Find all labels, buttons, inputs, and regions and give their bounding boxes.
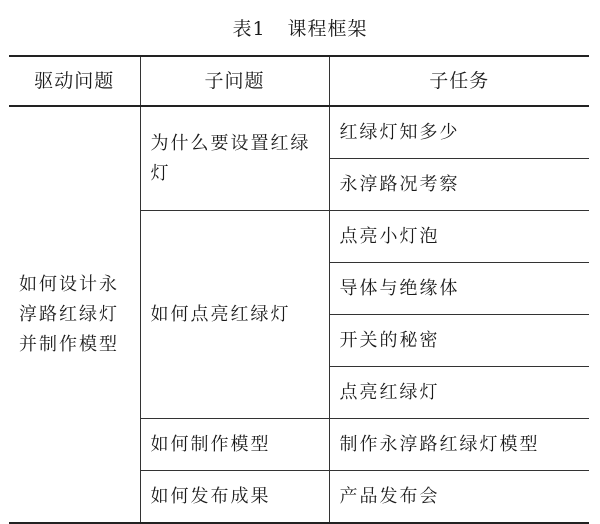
course-framework-table [9,55,589,524]
table-number: 表1 [232,18,266,40]
sub-question-cell: 如何发布成果 [140,471,329,524]
sub-task-cell: 红绿灯知多少 [329,106,589,159]
header-row [9,56,589,106]
sub-question-cell: 为什么要设置红绿灯 [140,106,329,211]
sub-task-cell: 产品发布会 [329,471,589,524]
sub-task-cell: 导体与绝缘体 [329,263,589,315]
sub-task-cell: 永淳路况考察 [329,159,589,211]
table-title: 课程框架 [287,18,368,40]
sub-question-cell: 如何点亮红绿灯 [140,211,329,419]
driving-question-cell: 如何设计永淳路红绿灯并制作模型 [9,106,140,523]
sub-task-cell: 点亮红绿灯 [329,367,589,419]
sub-task-cell: 点亮小灯泡 [329,211,589,263]
header-sub-task: 子任务 [329,56,589,106]
table-row [9,106,589,159]
sub-task-cell: 制作永淳路红绿灯模型 [329,419,589,471]
table-caption [0,14,600,41]
sub-task-cell: 开关的秘密 [329,315,589,367]
header-driving-question: 驱动问题 [9,56,140,106]
sub-question-cell: 如何制作模型 [140,419,329,471]
header-sub-question: 子问题 [140,56,329,106]
